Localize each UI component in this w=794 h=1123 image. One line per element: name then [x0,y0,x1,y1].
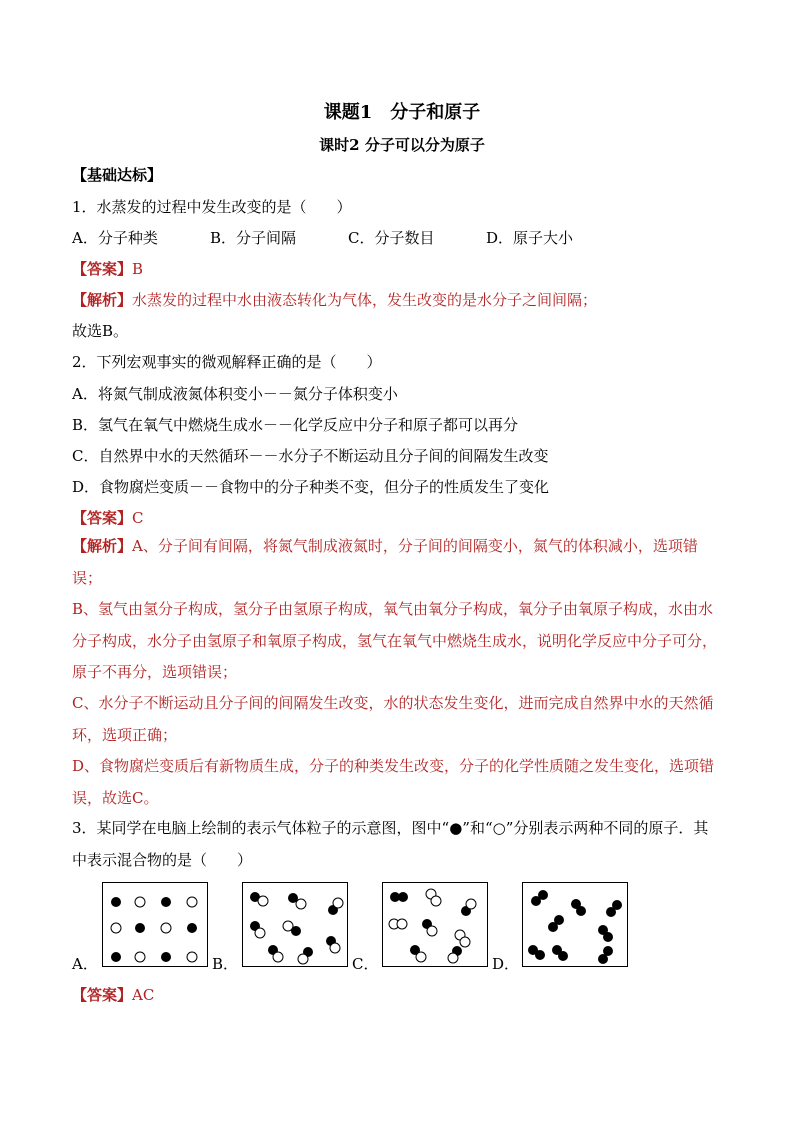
q2-analysis-b: B、氢气由氢分子构成，氢分子由氢原子构成，氧气由氧分子构成，氧分子由氧原子构成，水由水分子构成，水分子由氢原子和氧原子构成，氢气在氧气中燃烧生成水，说明化学反应中分子可分，原子不再分，选项错误； [72,600,718,681]
analysis-tag: 【解析】 [72,537,133,555]
q2-analysis-d: D、食物腐烂变质后有新物质生成，分子的种类发生改变，分子的化学性质随之发生变化，选项错误，故选C。 [72,757,715,807]
q2-option-d: D．食物腐烂变质－－食物中的分子种类不变，但分子的性质发生了变化 [72,478,550,496]
q2-option-a: A．将氮气制成液氮体积变小－－氮分子体积变小 [72,385,398,403]
q2-stem: 2．下列宏观事实的微观解释正确的是（ ） [72,353,382,371]
answer-tag: 【答案】 [72,509,133,527]
section-heading: 【基础达标】 [72,166,163,184]
q3-figures [72,878,732,973]
figure-c-particles [383,883,489,968]
figure-d [522,882,628,967]
figure-a-particles [103,883,209,968]
analysis-text-a: A、分子间有间隔，将氮气制成液氮时，分子间的间隔变小，氮气的体积减小，选项错误； [72,537,698,587]
answer-value: C [132,509,144,527]
lesson-subtitle: 课时2 分子可以分为原子 [319,136,485,154]
q2-analysis-a [72,531,722,594]
answer-value: AC [132,986,155,1004]
analysis-text: 水蒸发的过程中水由液态转化为气体，发生改变的是水分子之间间隔； [132,291,598,309]
analysis-tag: 【解析】 [72,291,133,309]
q2-analysis-c: C、水分子不断运动且分子间的间隔发生改变，水的状态发生变化，进而完成自然界中水的天然循环，选项正确； [72,694,714,744]
figure-d-particles [523,883,629,968]
q3-label-b: B． [212,955,239,973]
answer-tag: 【答案】 [72,260,133,278]
q3-stem: 3．某同学在电脑上绘制的表示气体粒子的示意图，图中“●”和“○”分别表示两种不同的原子．其中表示混合物的是（ ） [72,819,709,869]
q1-option-d: D．原子大小 [486,229,574,247]
q2-option-c: C．自然界中水的天然循环－－水分子不断运动且分子间的间隔发生改变 [72,447,549,465]
q2-answer [72,507,144,529]
q1-conclusion: 故选B。 [72,322,129,340]
q1-option-b: B．分子间隔 [210,229,297,247]
q1-analysis [72,289,597,311]
figure-a [102,882,208,967]
answer-value: B [132,260,144,278]
q1-answer [72,258,143,280]
figure-c [382,882,488,967]
lesson-title: 课题1 分子和原子 [323,102,481,123]
answer-tag: 【答案】 [72,986,133,1004]
q2-option-b: B．氢气在氧气中燃烧生成水－－化学反应中分子和原子都可以再分 [72,416,519,434]
q1-option-a: A．分子种类 [72,229,158,247]
q3-label-a: A． [72,955,98,973]
q1-option-c: C．分子数目 [348,229,435,247]
q3-label-c: C． [352,955,379,973]
figure-b-particles [243,883,349,968]
q3-label-d: D． [492,955,520,973]
q1-stem: 1．水蒸发的过程中发生改变的是（ ） [72,198,352,216]
q3-answer [72,984,154,1006]
figure-b [242,882,348,967]
